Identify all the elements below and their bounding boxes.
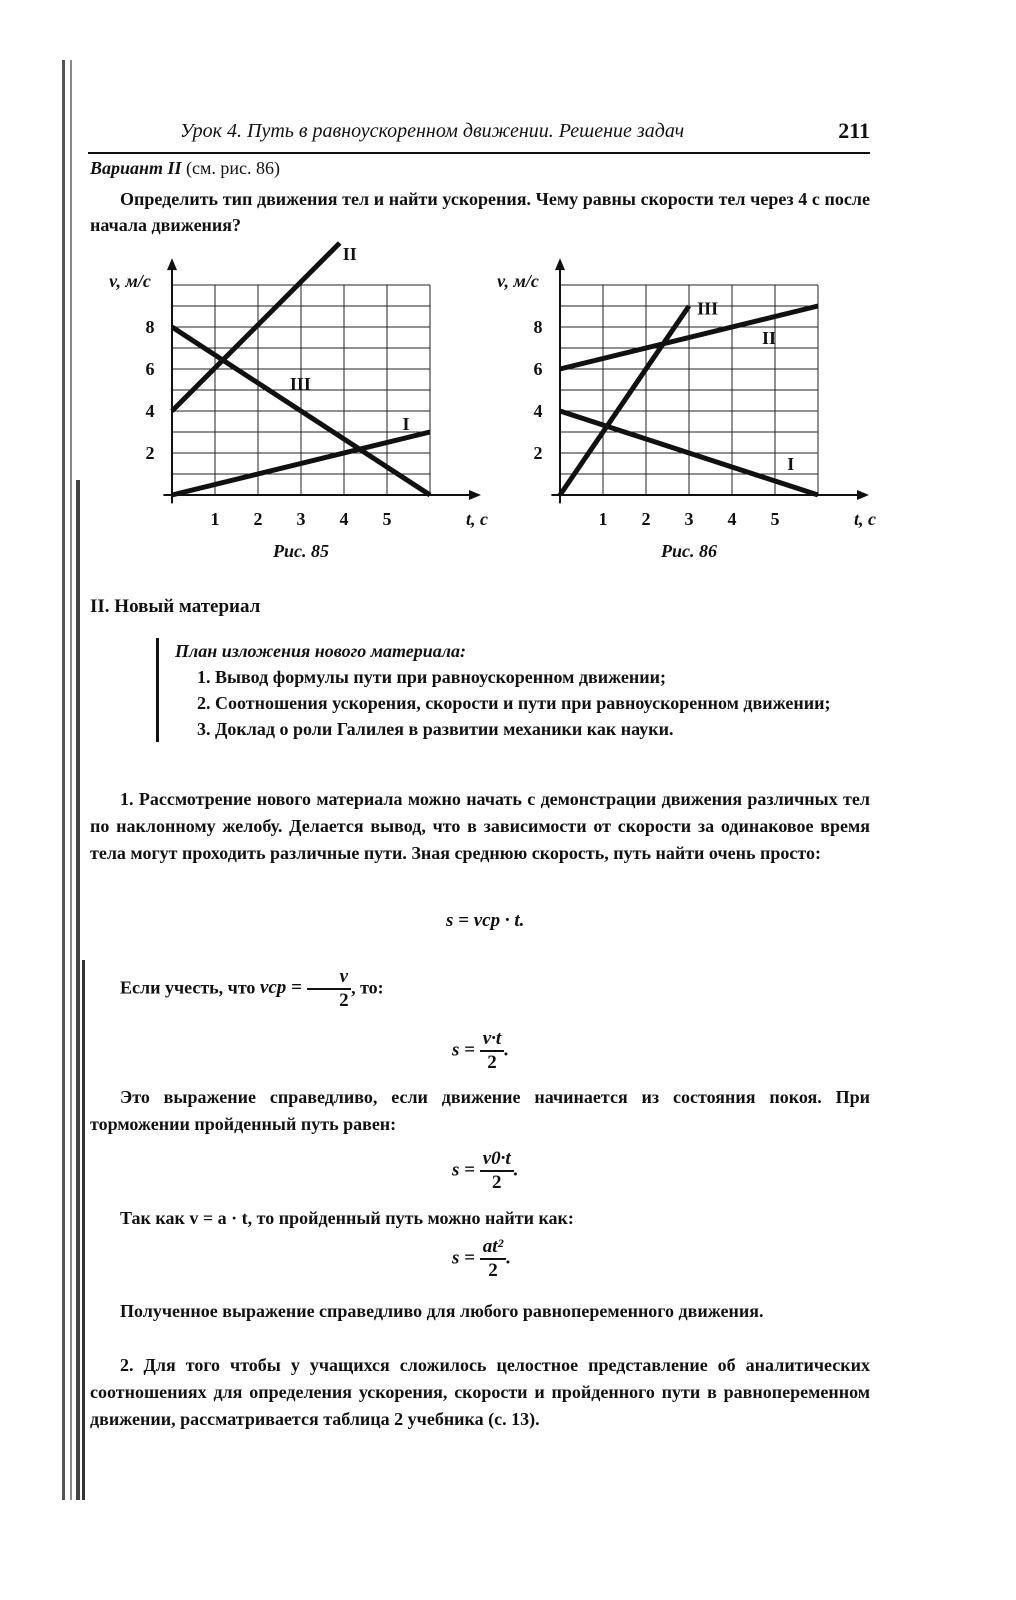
x-tick-label: 4	[339, 509, 349, 529]
denominator: 2	[339, 990, 349, 1011]
x-tick-label: 2	[253, 509, 263, 529]
denominator: 2	[487, 1052, 497, 1073]
page-header	[180, 120, 870, 150]
paragraph-1: 1. Рассмотрение нового материала можно начать с демонстрации движения различных тел по наклонному желобу. Делается вывод, что в зависимости от скорости за одинаковое время тела могут проходить различные пути. Зная среднюю скорость, путь найти очень просто:	[90, 789, 870, 863]
figure-caption: Рис. 85	[273, 541, 329, 561]
y-tick-label: 6	[533, 359, 543, 379]
variant-label	[90, 158, 280, 179]
fraction	[307, 966, 351, 1012]
variant-ref: (см. рис. 86)	[181, 158, 281, 178]
fraction	[480, 1148, 514, 1194]
numerator: at²	[480, 1236, 506, 1260]
formula-lhs: s =	[452, 1039, 475, 1061]
header-rule	[88, 152, 870, 154]
series-label-ii: II	[761, 327, 777, 348]
plan-item: 1. Вывод формулы пути при равноускоренном движении;	[197, 667, 666, 687]
x-tick-label: 3	[296, 509, 306, 529]
x-tick-label: 1	[598, 509, 608, 529]
x-axis-label: t, с	[854, 509, 876, 529]
series-label-iii: III	[697, 298, 719, 319]
x-tick-label: 5	[770, 509, 780, 529]
x-tick-label: 4	[727, 509, 737, 529]
plan-box	[156, 638, 895, 742]
formula-vavg	[259, 966, 351, 1011]
paragraph-5: Полученное выражение справедливо для любого равнопеременного движения.	[120, 1301, 764, 1321]
numerator: v	[307, 966, 351, 990]
denominator: 2	[488, 1260, 498, 1281]
scan-edge-artifact	[62, 60, 88, 1500]
formula-s-vavg-t: s = vср · t.	[446, 910, 525, 931]
plan-item: 2. Соотношения ускорения, скорости и пути при равноускоренном движении;	[197, 693, 831, 713]
y-tick-label: 4	[145, 401, 155, 421]
y-tick-label: 2	[145, 443, 155, 463]
paragraph-4: Так как v = a · t, то пройденный путь можно найти как:	[120, 1208, 574, 1228]
running-title: Урок 4. Путь в равноускоренном движении. Решение задач	[180, 120, 685, 142]
fraction	[480, 1236, 506, 1282]
paragraph-3: Это выражение справедливо, если движение начинается из состояния покоя. При торможении пройденный путь равен:	[90, 1087, 870, 1134]
series-line-iii	[560, 306, 689, 495]
formula-end: .	[506, 1247, 511, 1269]
fraction	[480, 1028, 504, 1074]
series-label-iii: III	[289, 374, 311, 394]
plan-list	[175, 664, 895, 742]
x-axis-label: t, с	[466, 509, 488, 529]
formula-lhs: s =	[452, 1159, 475, 1181]
y-tick-label: 8	[533, 317, 543, 337]
x-tick-label: 2	[641, 509, 651, 529]
formula-s-at2-2	[452, 1236, 511, 1282]
page-number: 211	[838, 118, 870, 143]
task-text: Определить тип движения тел и найти ускорения. Чему равны скорости тел через 4 с после начала движения?	[90, 189, 870, 235]
section-title: II. Новый материал	[90, 596, 261, 617]
y-axis-label: v, м/с	[497, 271, 539, 292]
y-axis-arrow	[167, 258, 177, 270]
x-axis-arrow	[469, 490, 481, 500]
x-axis-arrow	[857, 490, 869, 500]
y-axis-label: v, м/с	[109, 271, 151, 292]
paragraph-6: 2. Для того чтобы у учащихся сложилось целостное представление об аналитических соотношениях для определения ускорения, скорости и пройденного пути в равнопеременном движении, рассматривается таблица 2 учебника (с. 13).	[90, 1355, 870, 1429]
chart-fig85	[100, 243, 490, 570]
y-tick-label: 8	[145, 317, 155, 337]
chart-fig86	[488, 260, 878, 570]
numerator: v·t	[480, 1028, 504, 1052]
plan-item: 3. Доклад о роли Галилея в развитии механики как науки.	[197, 719, 674, 739]
series-label-i: I	[402, 413, 410, 434]
x-tick-label: 1	[210, 509, 220, 529]
variant-name: Вариант II	[90, 158, 182, 178]
y-tick-label: 4	[533, 401, 543, 421]
y-tick-label: 6	[145, 359, 155, 379]
paragraph-2	[90, 966, 870, 1012]
x-tick-label: 5	[382, 509, 392, 529]
series-label-i: I	[787, 453, 795, 474]
paragraph-2-suffix: , то:	[351, 977, 384, 998]
plan-title: План изложения нового материала:	[175, 641, 467, 661]
y-axis-arrow	[555, 258, 565, 270]
y-tick-label: 2	[533, 443, 543, 463]
formula-s-vt-2	[452, 1028, 509, 1074]
formula-vavg-lhs: vср =	[259, 977, 302, 999]
formula-s-v0t-2	[452, 1148, 518, 1194]
figure-caption: Рис. 86	[661, 541, 717, 561]
numerator: v0·t	[480, 1148, 514, 1172]
formula-lhs: s =	[452, 1247, 475, 1269]
series-label-ii: II	[342, 243, 357, 264]
x-tick-label: 3	[684, 509, 694, 529]
formula-end: .	[513, 1159, 519, 1181]
denominator: 2	[491, 1172, 502, 1193]
paragraph-2-prefix: Если учесть, что	[120, 977, 256, 998]
formula-end: .	[504, 1039, 509, 1061]
